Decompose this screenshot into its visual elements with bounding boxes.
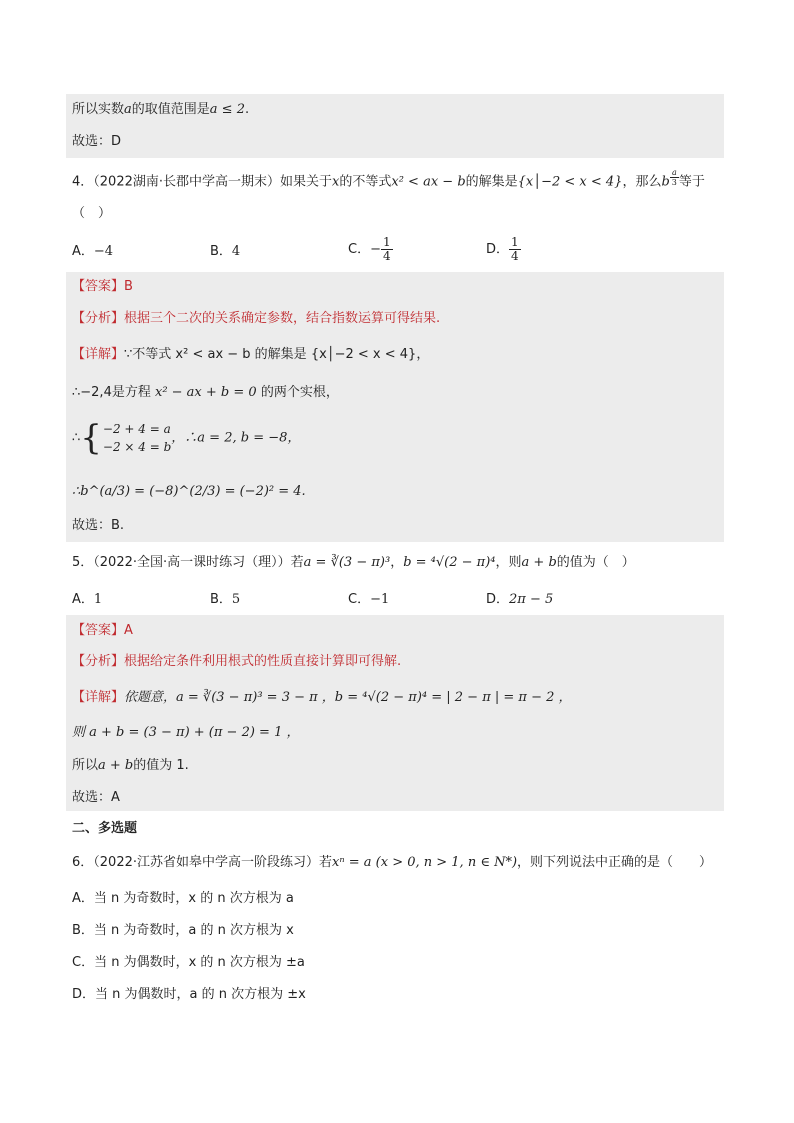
q4-option-b[interactable]: B．4: [210, 244, 241, 259]
q5-detail-line2: 则 a + b = (3 − π) + (π − 2) = 1 ，: [72, 725, 300, 740]
q4-option-d[interactable]: D． $\frac{1}{4}$: [486, 235, 519, 263]
q4-detail-line3: ∴{ −2 + 4 = a −2 × 4 = b ，∴a = 2, b = −8，: [72, 418, 301, 458]
q6-stem: 6．（2022·江苏省如皋中学高一阶段练习）若xⁿ = a (x > 0, n > 1, n ∈ N*)，则下列说法中正确的是（ ）: [72, 855, 713, 870]
q5-option-d[interactable]: D．2π − 5: [486, 592, 554, 607]
q4-option-c[interactable]: C．− $\frac{1}{4}$: [348, 235, 391, 263]
q3-choice: 故选：D: [72, 134, 122, 149]
q5-detail-line1: 【详解】依题意，a = ∛(3 − π)³ = 3 − π ，b = ⁴√(2 − π)⁴ = | 2 − π | = π − 2 ，: [72, 690, 572, 705]
q3-range-line: 所以实数a的取值范围是a ≤ 2.: [72, 102, 250, 117]
q5-option-a[interactable]: A．1: [72, 592, 103, 607]
q5-choice: 故选：A: [72, 790, 120, 805]
q6-option-d[interactable]: D．当 n 为偶数时，a 的 n 次方根为 ±x: [72, 987, 306, 1002]
system-brace: {: [80, 418, 102, 458]
solution-block-q5: [66, 615, 724, 811]
q5-stem: 5．（2022·全国·高一课时练习（理））若a = ∛(3 − π)³，b = ⁴√(2 − π)⁴，则a + b的值为（ ）: [72, 555, 635, 570]
q5-option-c[interactable]: C．−1: [348, 592, 390, 607]
q6-option-a[interactable]: A．当 n 为奇数时，x 的 n 次方根为 a: [72, 891, 294, 906]
q4-choice: 故选：B.: [72, 518, 125, 533]
q4-option-a[interactable]: A．−4: [72, 244, 114, 259]
q4-detail-line4: ∴b^(a/3) = (−8)^(2/3) = (−2)² = 4.: [72, 484, 306, 499]
q5-analysis: 【分析】根据给定条件利用根式的性质直接计算即可得解.: [72, 654, 402, 669]
section-title: 二、多选题: [72, 821, 138, 836]
q5-option-b[interactable]: B．5: [210, 592, 241, 607]
q4-detail-line1: 【详解】∵不等式 x² < ax − b 的解集是 {x│−2 < x < 4}，: [72, 347, 430, 362]
q5-detail-line3: 所以a + b的值为 1.: [72, 758, 189, 773]
q6-option-c[interactable]: C．当 n 为偶数时，x 的 n 次方根为 ±a: [72, 955, 305, 970]
q4-paren: （ ）: [72, 206, 112, 221]
q5-answer: 【答案】A: [72, 623, 133, 638]
q4-answer: 【答案】B: [72, 279, 133, 294]
q6-option-b[interactable]: B．当 n 为奇数时，a 的 n 次方根为 x: [72, 923, 294, 938]
q4-analysis: 【分析】根据三个二次的关系确定参数，结合指数运算可得结果.: [72, 311, 441, 326]
q4-stem: 4．（2022湖南·长郡中学高一期末）如果关于x的不等式x² < ax − b的解集是{x│−2 < x < 4}，那么b $^{\frac{a}{3}}$ 等于: [72, 168, 705, 190]
q4-detail-line2: ∴−2,4是方程 x² − ax + b = 0 的两个实根，: [72, 385, 339, 400]
